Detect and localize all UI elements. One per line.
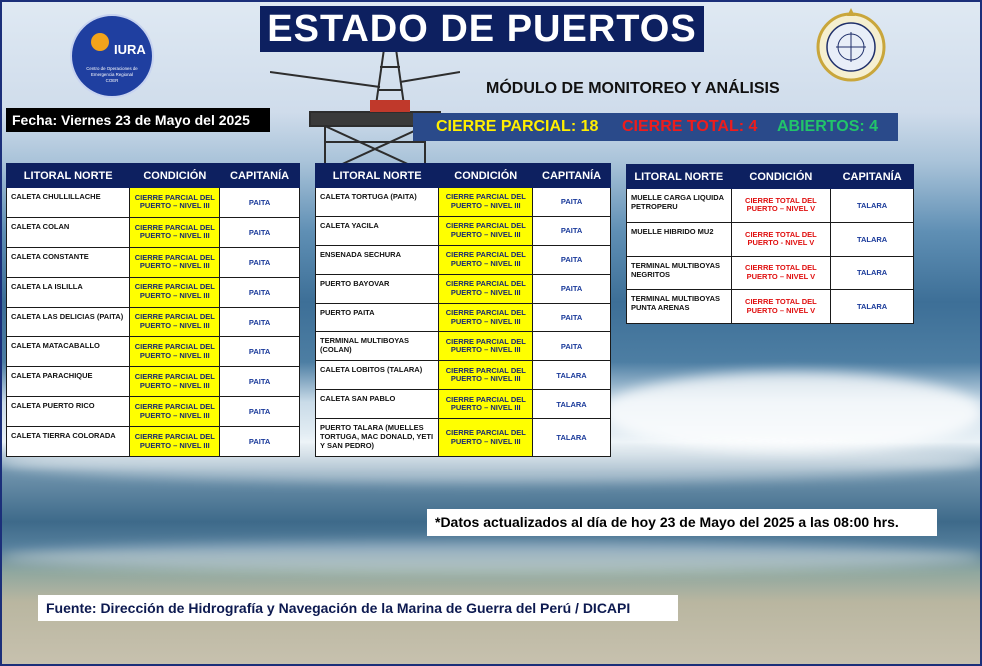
header-capitania: CAPITANÍA — [220, 164, 300, 188]
port-name: CALETA PARACHIQUE — [7, 367, 130, 397]
header-capitania: CAPITANÍA — [831, 165, 914, 189]
port-condition: CIERRE PARCIAL DEL PUERTO – NIVEL III — [130, 337, 220, 367]
port-capitania: PAITA — [533, 303, 611, 332]
port-condition: CIERRE PARCIAL DEL PUERTO – NIVEL III — [439, 390, 533, 419]
port-condition: CIERRE TOTAL DEL PUERTO – NIVEL V — [731, 189, 831, 223]
port-name: ENSENADA SECHURA — [316, 245, 439, 274]
port-capitania: TALARA — [831, 189, 914, 223]
header-condicion: CONDICIÓN — [130, 164, 220, 188]
port-name: CALETA CHULLILLACHE — [7, 188, 130, 218]
port-name: CALETA PUERTO RICO — [7, 397, 130, 427]
table-row — [7, 247, 300, 277]
header-litoral: LITORAL NORTE — [627, 165, 732, 189]
port-condition: CIERRE PARCIAL DEL PUERTO – NIVEL III — [439, 274, 533, 303]
port-condition: CIERRE PARCIAL DEL PUERTO – NIVEL III — [439, 216, 533, 245]
port-condition: CIERRE PARCIAL DEL PUERTO – NIVEL III — [439, 188, 533, 217]
table-row — [316, 216, 611, 245]
port-condition: CIERRE PARCIAL DEL PUERTO – NIVEL III — [130, 188, 220, 218]
port-capitania: TALARA — [533, 390, 611, 419]
port-name: TERMINAL MULTIBOYAS NEGRITOS — [627, 256, 732, 290]
port-name: CALETA LOBITOS (TALARA) — [316, 361, 439, 390]
port-capitania: PAITA — [220, 188, 300, 218]
ports-table-2 — [315, 163, 611, 457]
coer-iura-logo — [70, 14, 154, 98]
port-name: TERMINAL MULTIBOYAS (COLAN) — [316, 332, 439, 361]
port-condition: CIERRE PARCIAL DEL PUERTO – NIVEL III — [130, 277, 220, 307]
table-row — [316, 245, 611, 274]
header-condicion: CONDICIÓN — [731, 165, 831, 189]
port-name: CALETA LAS DELICIAS (PAITA) — [7, 307, 130, 337]
source-note: Fuente: Dirección de Hidrografía y Navegación de la Marina de Guerra del Perú / DICAPI — [38, 595, 678, 621]
port-capitania: TALARA — [831, 256, 914, 290]
port-capitania: PAITA — [220, 367, 300, 397]
port-name: CALETA SAN PABLO — [316, 390, 439, 419]
table-row — [316, 332, 611, 361]
table-row — [316, 188, 611, 217]
date-label: Fecha: Viernes 23 de Mayo del 2025 — [6, 108, 270, 132]
header-condicion: CONDICIÓN — [439, 164, 533, 188]
table-row — [7, 427, 300, 457]
port-name: MUELLE HIBRIDO MU2 — [627, 222, 732, 256]
port-name: CALETA COLAN — [7, 217, 130, 247]
port-capitania: TALARA — [831, 222, 914, 256]
header-capitania: CAPITANÍA — [533, 164, 611, 188]
port-name: TERMINAL MULTIBOYAS PUNTA ARENAS — [627, 290, 732, 324]
table-row — [627, 256, 914, 290]
port-condition: CIERRE PARCIAL DEL PUERTO – NIVEL III — [439, 419, 533, 457]
port-condition: CIERRE PARCIAL DEL PUERTO – NIVEL III — [439, 245, 533, 274]
table-row — [7, 217, 300, 247]
port-condition: CIERRE TOTAL DEL PUERTO - NIVEL V — [731, 222, 831, 256]
logo-line-1: Centro de Operaciones de — [86, 66, 138, 71]
oil-rig-illustration — [270, 42, 460, 172]
wave-foam — [2, 542, 982, 572]
page-subtitle: MÓDULO DE MONITOREO Y ANÁLISIS — [486, 80, 780, 97]
table-row — [7, 367, 300, 397]
port-name: CALETA CONSTANTE — [7, 247, 130, 277]
table-row — [316, 361, 611, 390]
table-row — [7, 277, 300, 307]
port-condition: CIERRE TOTAL DEL PUERTO – NIVEL V — [731, 290, 831, 324]
port-name: PUERTO BAYOVAR — [316, 274, 439, 303]
port-capitania: TALARA — [533, 419, 611, 457]
port-condition: CIERRE PARCIAL DEL PUERTO – NIVEL III — [439, 332, 533, 361]
logo-line-3: COER — [105, 78, 119, 83]
port-condition: CIERRE PARCIAL DEL PUERTO – NIVEL III — [130, 217, 220, 247]
marina-seal-logo — [816, 6, 886, 88]
port-name: CALETA LA ISLILLA — [7, 277, 130, 307]
port-capitania: PAITA — [220, 307, 300, 337]
port-name: MUELLE CARGA LIQUIDA PETROPERU — [627, 189, 732, 223]
wave-foam — [602, 372, 982, 452]
port-capitania: TALARA — [831, 290, 914, 324]
port-capitania: PAITA — [220, 247, 300, 277]
port-name: CALETA TORTUGA (PAITA) — [316, 188, 439, 217]
port-name: CALETA TIERRA COLORADA — [7, 427, 130, 457]
port-capitania: PAITA — [533, 188, 611, 217]
port-capitania: PAITA — [533, 274, 611, 303]
table-row — [7, 307, 300, 337]
page-title: ESTADO DE PUERTOS — [260, 6, 704, 52]
port-condition: CIERRE PARCIAL DEL PUERTO – NIVEL III — [439, 303, 533, 332]
port-capitania: TALARA — [533, 361, 611, 390]
logo-line-2: Emergencia Regional — [91, 72, 133, 77]
partial-closure-count: CIERRE PARCIAL: 18 — [436, 118, 599, 135]
port-name: CALETA MATACABALLO — [7, 337, 130, 367]
port-capitania: PAITA — [533, 332, 611, 361]
port-capitania: PAITA — [533, 216, 611, 245]
port-name: PUERTO PAITA — [316, 303, 439, 332]
table-row — [7, 188, 300, 218]
table-row — [627, 290, 914, 324]
port-capitania: PAITA — [220, 277, 300, 307]
port-capitania: PAITA — [220, 337, 300, 367]
port-condition: CIERRE TOTAL DEL PUERTO – NIVEL V — [731, 256, 831, 290]
port-name: PUERTO TALARA (MUELLES TORTUGA, MAC DONALD, YETI Y SAN PEDRO) — [316, 419, 439, 457]
table-row — [316, 274, 611, 303]
table-row — [627, 189, 914, 223]
table-row — [7, 397, 300, 427]
header-litoral: LITORAL NORTE — [316, 164, 439, 188]
table-row — [7, 337, 300, 367]
update-note: *Datos actualizados al día de hoy 23 de Mayo del 2025 a las 08:00 hrs. — [427, 509, 937, 536]
port-capitania: PAITA — [533, 245, 611, 274]
total-closure-count: CIERRE TOTAL: 4 — [622, 118, 758, 135]
table-row — [316, 419, 611, 457]
ports-table-1 — [6, 163, 300, 457]
table-row — [627, 222, 914, 256]
ports-table-3 — [626, 164, 914, 324]
logo-brand-text: IURA — [114, 42, 146, 57]
port-condition: CIERRE PARCIAL DEL PUERTO – NIVEL III — [130, 247, 220, 277]
port-capitania: PAITA — [220, 427, 300, 457]
port-condition: CIERRE PARCIAL DEL PUERTO – NIVEL III — [130, 367, 220, 397]
port-condition: CIERRE PARCIAL DEL PUERTO – NIVEL III — [439, 361, 533, 390]
port-capitania: PAITA — [220, 217, 300, 247]
port-condition: CIERRE PARCIAL DEL PUERTO – NIVEL III — [130, 427, 220, 457]
table-row — [316, 390, 611, 419]
table-row — [316, 303, 611, 332]
port-condition: CIERRE PARCIAL DEL PUERTO – NIVEL III — [130, 307, 220, 337]
header-litoral: LITORAL NORTE — [7, 164, 130, 188]
port-capitania: PAITA — [220, 397, 300, 427]
open-count: ABIERTOS: 4 — [777, 118, 879, 135]
port-name: CALETA YACILA — [316, 216, 439, 245]
status-summary-bar — [413, 113, 898, 141]
port-condition: CIERRE PARCIAL DEL PUERTO – NIVEL III — [130, 397, 220, 427]
